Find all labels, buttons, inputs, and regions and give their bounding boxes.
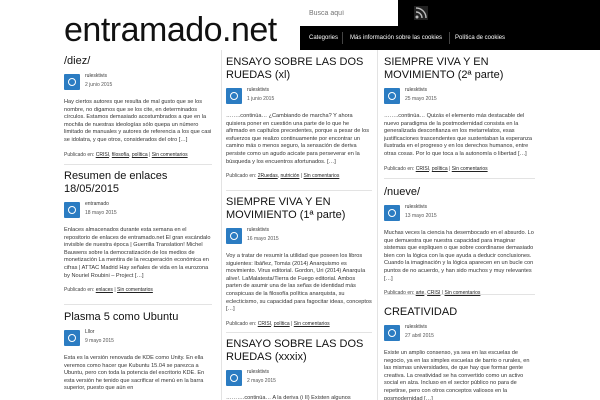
post-title[interactable]: SIEMPRE VIVA Y EN MOVIMIENTO (2ª parte) — [384, 56, 504, 81]
search-box[interactable] — [303, 0, 398, 26]
post-categories: Publicado en: CRISI, política | Sin comentarios — [384, 165, 488, 172]
post — [64, 311, 212, 393]
post-title[interactable]: /nueve/ — [384, 186, 421, 198]
category-link[interactable]: filosofía — [111, 151, 130, 158]
post-date: 9 mayo 2015 — [85, 338, 114, 344]
post-author[interactable]: rulesktivis — [247, 369, 269, 375]
post-divider — [64, 304, 212, 305]
post-date: 1 junio 2015 — [247, 96, 275, 102]
comments-link[interactable]: Sin comentarios — [117, 287, 153, 294]
published-label: Publicado en: — [226, 173, 257, 180]
category-link[interactable]: CRISI — [95, 151, 110, 158]
post-date: 18 mayo 2015 — [85, 210, 117, 216]
post — [384, 56, 535, 172]
post-title[interactable]: ENSAYO SOBRE LAS DOS RUEDAS (xl) — [226, 56, 364, 81]
post-author[interactable]: rulesktivis — [405, 204, 427, 210]
avatar — [64, 74, 80, 90]
post-meta — [64, 329, 212, 349]
post-categories: Publicado en: enlaces | Sin comentarios — [64, 287, 153, 294]
published-label: Publicado en: — [64, 151, 95, 158]
category-link[interactable]: enlaces — [95, 287, 113, 294]
post-excerpt: Voy a tratar de resumir la utilidad que poseen los libros siguientes: Ibáñez, Tomás (2014) Anarquismo es movimiento. Virus editorial. Gordon, Uri (2014) Anarquía alive!. LaMalatesta/Tierra de Fuego editorial. Ambos parten de asumir una de las señas de identidad más conspicuas de la filosofía política anarquista, su eclecticismo, su capacidad para fagocitar ideas, conceptos […] — [226, 253, 372, 313]
post-date: 25 mayo 2015 — [405, 96, 437, 102]
nav-item-categories[interactable]: Categories — [309, 35, 339, 41]
post-categories: Publicado en: CRISI, filosofía, política | Sin comentarios — [64, 151, 188, 158]
avatar — [226, 228, 242, 244]
column-1 — [64, 50, 212, 400]
post-meta — [384, 324, 535, 344]
column-3 — [384, 50, 535, 400]
post-date: 16 mayo 2015 — [247, 236, 279, 242]
nav-separator — [449, 32, 450, 44]
post — [384, 306, 535, 400]
post-excerpt: Muchas veces la ciencia ha desembocado en el absurdo. Lo que demuestra que nuestra capacidad para imaginar sistemas que expliquen o que sobre coordinarse demasiado bien con la lógica con la que ayuda a deducir conclusiones. Cuando la imaginación y la lógica aparecen en un bucle con puntos de no acuerdo, y han sido muchos y muy relevantes […] — [384, 230, 534, 282]
category-link[interactable]: CRISI — [257, 320, 272, 327]
post-meta — [226, 87, 372, 107]
post — [226, 196, 372, 327]
post-divider — [384, 294, 535, 295]
avatar — [384, 205, 400, 221]
post-author[interactable]: entramado — [85, 201, 109, 207]
published-label: Publicado en: — [64, 287, 95, 294]
post-author[interactable]: rulesktivis — [405, 324, 427, 330]
post-meta — [226, 369, 372, 389]
post-excerpt: Hay ciertos autores que resulta de mal gusto que se los nombre, no digamos que se los cite, en determinados círculos. Estamos demasiado acostumbrados a que en la mochila de nuestras ideologías sólo quepa un número limitado de manuales y autores de referencia a los que casi se idolatra, y que otros, considerados del otro […] — [64, 99, 212, 143]
post-categories: Publicado en: 2Ruedas, nutrición | Sin comentarios — [226, 173, 340, 180]
post-date: 13 mayo 2015 — [405, 213, 437, 219]
post — [226, 338, 372, 400]
category-link[interactable]: política — [131, 151, 148, 158]
post-author[interactable]: Lllor — [85, 329, 95, 335]
category-link[interactable]: CRISI — [415, 165, 430, 172]
post-date: 27 abril 2015 — [405, 333, 434, 339]
nav-item-cookies-info[interactable]: Más información sobre las cookies — [350, 35, 443, 41]
post-meta — [384, 87, 535, 107]
post-title[interactable]: /diez/ — [64, 55, 91, 67]
avatar — [226, 370, 242, 386]
nav-right-bar — [540, 26, 600, 50]
post-title[interactable]: SIEMPRE VIVA Y EN MOVIMIENTO (1ª parte) — [226, 196, 346, 221]
avatar — [64, 202, 80, 218]
post — [384, 186, 535, 296]
post-excerpt: Esta es la versión renovada de KDE como Unity. En ella veremos como hacer que Kubuntu 15.04 se parezca a Ubuntu, pero con toda la potencia del escritorio KDE. En esta versión he tenido que sacrificar el menú en la barra superior, puesto que aún en — [64, 355, 205, 392]
comments-link[interactable]: Sin comentarios — [293, 320, 330, 327]
post-title[interactable]: Plasma 5 como Ubuntu — [64, 311, 179, 323]
avatar — [226, 88, 242, 104]
avatar — [64, 330, 80, 346]
post-author[interactable]: rulesktivis — [85, 73, 107, 79]
post-meta — [64, 201, 212, 221]
column-divider — [221, 50, 222, 400]
post-excerpt: Existe un amplio consenso, ya sea en las escuelas de negocio, ya en las simples escuelas de barrio o rurales, en las mismas universidades, de que hay que formar gente creativa. La creatividad se ha convertido como un activo social en alza. Incluso en el sector público no para de repetirse, pero con otros conceptos valiosos en la posmodernidad […] — [384, 350, 530, 400]
main-nav — [300, 26, 540, 50]
post-categories: Publicado en: CRISI, política | Sin comentarios — [226, 320, 330, 327]
column-divider — [377, 50, 378, 400]
comments-link[interactable]: Sin comentarios — [451, 165, 488, 172]
avatar — [384, 325, 400, 341]
post-meta — [64, 73, 212, 93]
post-divider — [226, 190, 372, 191]
post — [64, 55, 212, 158]
column-2 — [226, 50, 372, 400]
post-author[interactable]: rulesktivis — [247, 227, 269, 233]
post-title[interactable]: CREATIVIDAD — [384, 306, 458, 318]
category-link[interactable]: 2Ruedas — [257, 173, 278, 180]
post-meta — [226, 227, 372, 247]
comments-link[interactable]: Sin comentarios — [303, 173, 340, 180]
published-label: Publicado en: — [226, 320, 257, 327]
comments-link[interactable]: Sin comentarios — [151, 151, 188, 158]
category-link[interactable]: política — [273, 320, 290, 327]
post-divider — [384, 178, 535, 179]
nav-item-cookie-policy[interactable]: Política de cookies — [455, 35, 506, 41]
site-logo[interactable]: entramado.net — [64, 11, 277, 49]
post-excerpt: ……….continúa… A la deriva (i II) Existen algunos — [226, 395, 351, 400]
search-input[interactable] — [309, 10, 389, 17]
category-link[interactable]: política — [431, 165, 448, 172]
post-author[interactable]: rulesktivis — [247, 87, 269, 93]
post-excerpt: ……..continúa… ¿Cambiando de marcha? Y ahora quisiera poner en cuestión una parte de lo que he afirmado en capítulos precedentes, porque a pesar de los esfuerzos que realizo continuamente por encontrar un camino más o menos seguro, la sensación de deriva persiste como un agudo acicate para perseverar en la búsqueda y los encuentros afortunados. […] — [226, 113, 370, 165]
post-date: 2 mayo 2015 — [247, 378, 276, 384]
post-excerpt: Enlaces almacenados durante esta semana en el repositorio de enlaces de entramado.net El gran escándalo invisible de nuestra época | Guerrilla Translation! Michel Bauwens sobre la democratización de los medios de monetización La mentira de la recuperación económica en cifras | ATTAC Madrid Hay señales de vida en la eurozona by Nouriel Roubini – Project […] — [64, 227, 211, 279]
rss-icon[interactable] — [414, 6, 428, 20]
avatar — [384, 88, 400, 104]
post-title[interactable]: Resumen de enlaces 18/05/2015 — [64, 170, 168, 195]
post-divider — [64, 164, 212, 165]
published-label: Publicado en: — [384, 165, 415, 172]
post-title[interactable]: ENSAYO SOBRE LAS DOS RUEDAS (xxxix) — [226, 338, 364, 363]
post-author[interactable]: rulesktivis — [405, 87, 427, 93]
post-date: 2 junio 2015 — [85, 82, 113, 88]
category-link[interactable]: nutrición — [280, 173, 300, 180]
post-divider — [226, 332, 372, 333]
post-excerpt: ……..continúa… Quizás el elemento más destacable del nuevo paradigma de la postmodernidad consista en la generalizada desconfianza en los metarrelatos, esas justificaciones trascendentes que sustentaban la esperanza ilustrada en el progreso y en los derechos humanos, entre otras cosas. Por lo que toca a la autonomía o libertad […] — [384, 113, 533, 157]
nav-separator — [342, 32, 343, 44]
post-meta — [384, 204, 535, 224]
post — [226, 56, 372, 179]
post — [64, 170, 212, 293]
